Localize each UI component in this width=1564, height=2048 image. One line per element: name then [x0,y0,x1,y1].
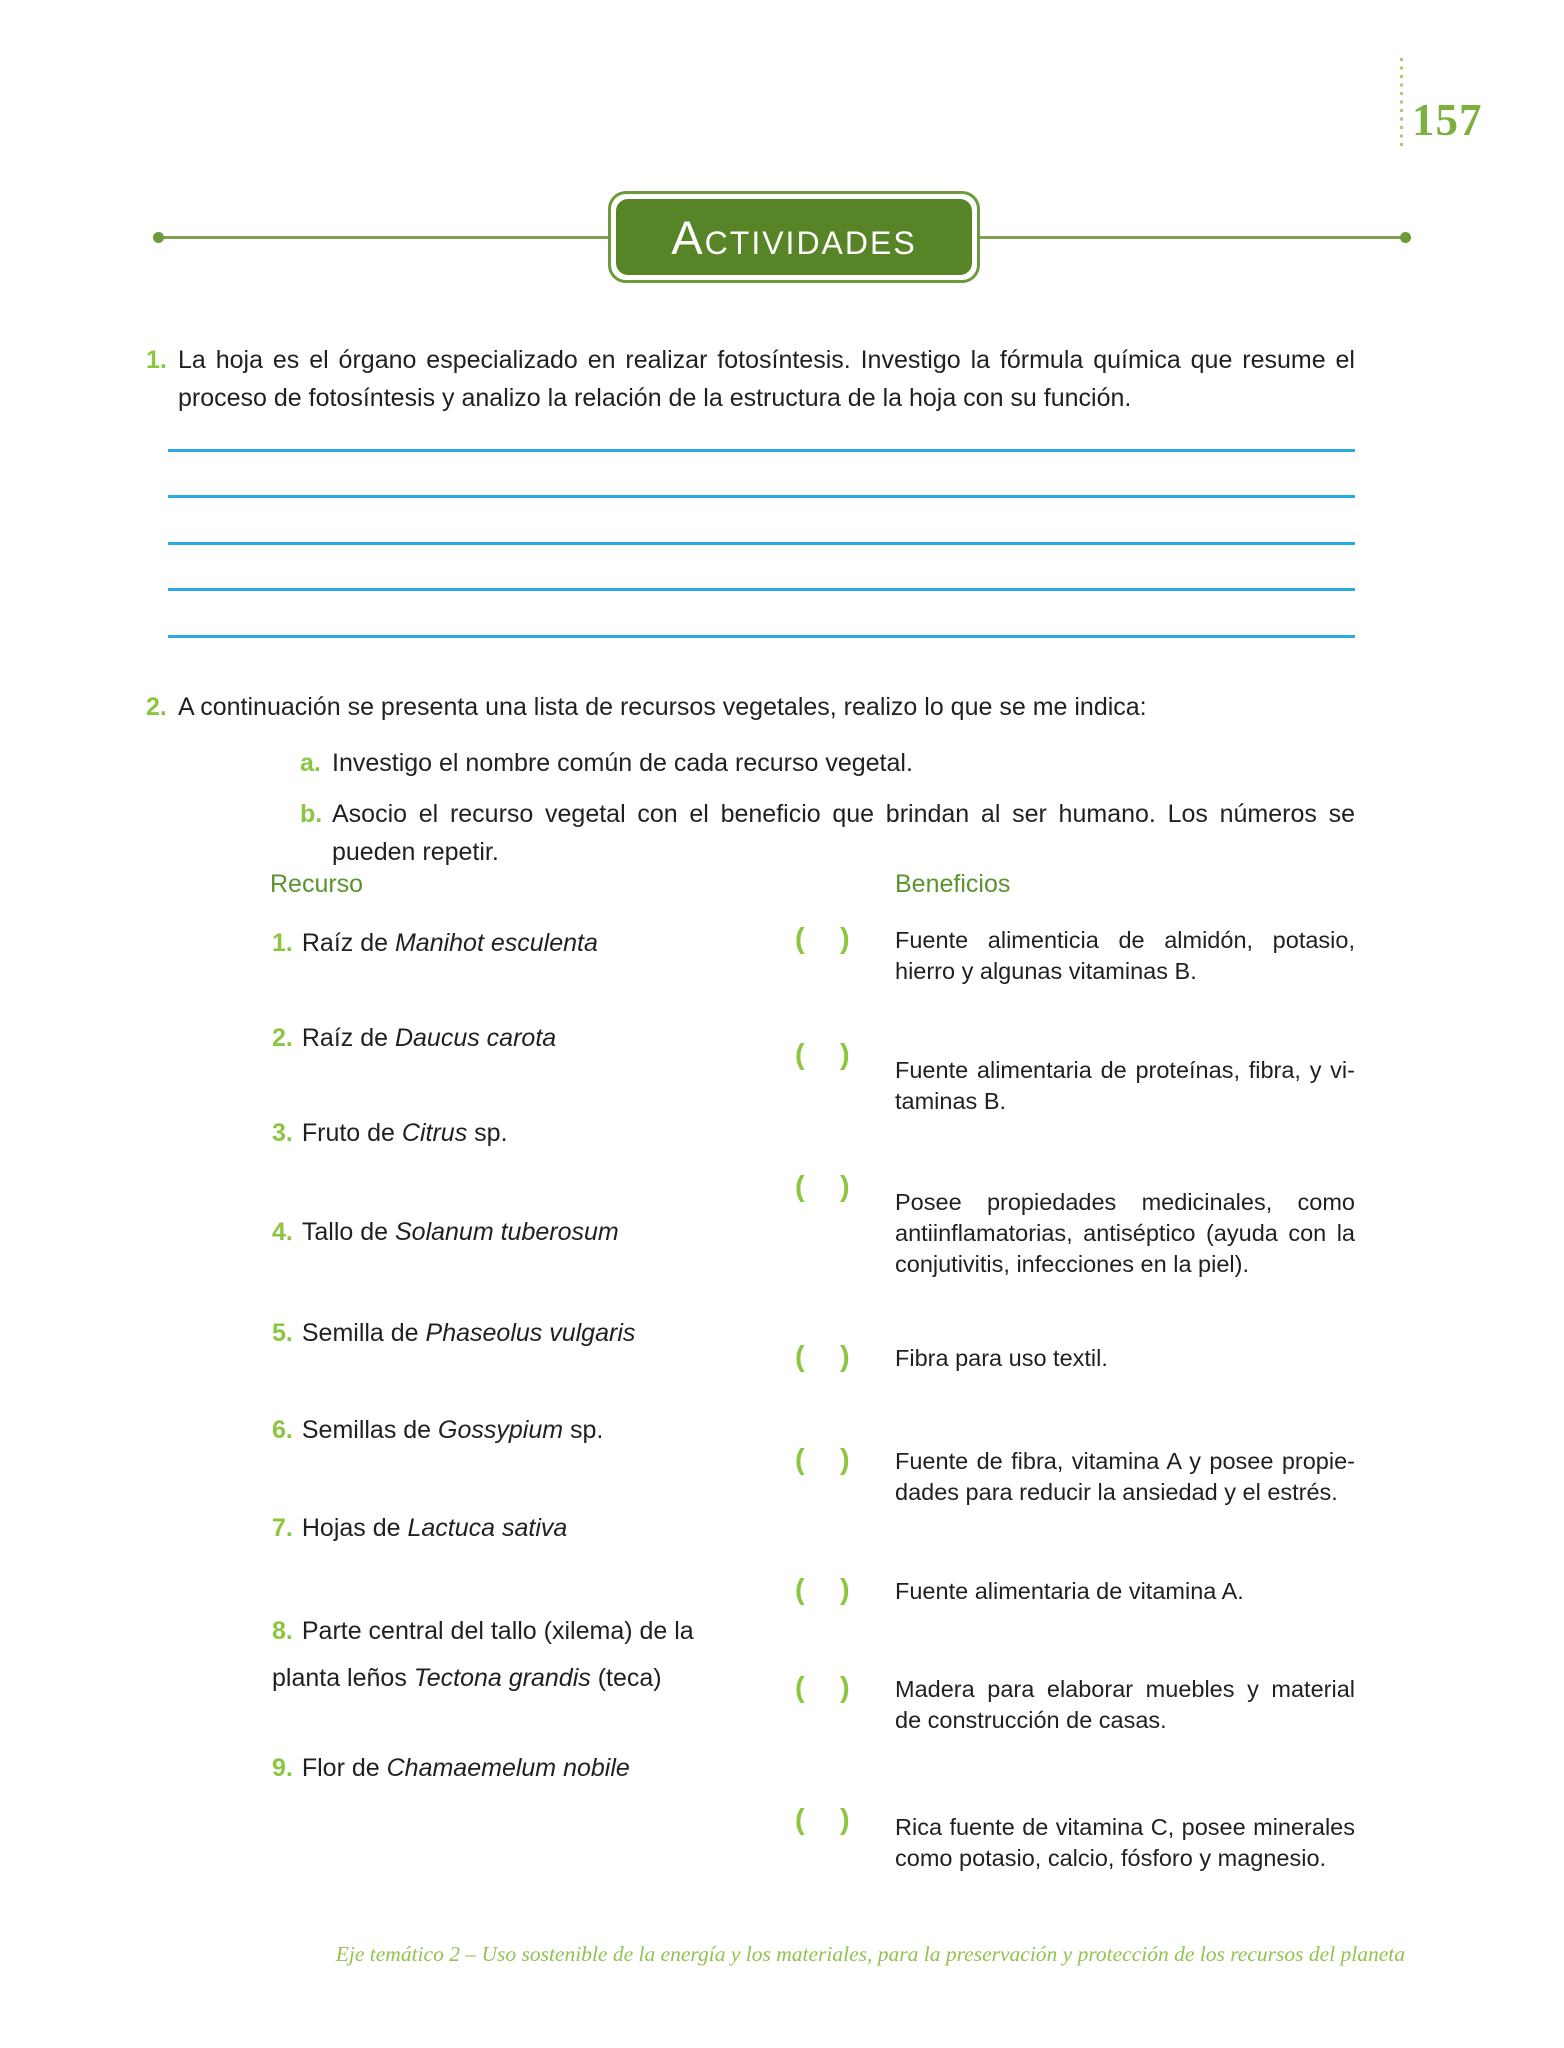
resource-number: 8. [272,1617,293,1645]
answer-slot-open-paren[interactable]: ( [795,1444,805,1476]
answer-line[interactable] [168,635,1355,638]
question-2-item-b [300,795,1355,871]
resource-item [272,1021,772,1055]
scientific-name: Solanum tuberosum [394,1218,619,1246]
scientific-name: Citrus [401,1119,468,1147]
benefit-text: Fuente de fibra, vitamina A y posee propiedades para reducir la ansiedad y el estrés. [895,1448,1355,1505]
scientific-name: Tectona grandis [413,1664,591,1692]
question-2 [146,688,1355,726]
scientific-name: Phaseolus vulgaris [425,1319,636,1347]
benefit-text: Posee propiedades medicinales, como antiinflamatorias, antiséptico (ayuda con la conjutivitis, infecciones en la piel). [895,1189,1355,1277]
benefit-text: Fuente alimenticia de almidón, potasio, hierro y algunas vitaminas B. [895,927,1355,984]
benefit-text: Fibra para uso textil. [895,1345,1108,1371]
page-number: 157 [1412,95,1483,145]
resource-item [272,1316,772,1350]
answer-slot-open-paren[interactable]: ( [795,1039,805,1071]
activities-banner [608,191,980,283]
question-2-item-a [300,744,1355,782]
resource-text: Tallo de [301,1218,395,1246]
benefit-text: Rica fuente de vitamina C, posee minerales como potasio, calcio, fósforo y magnesio. [895,1814,1355,1871]
answer-line[interactable] [168,588,1355,591]
resource-text: planta leños [272,1664,414,1692]
answer-slot-close-paren[interactable]: ) [840,1672,850,1704]
answer-slot-close-paren[interactable]: ) [840,1574,850,1606]
question-2-text: A continuación se presenta una lista de recursos vegetales, realizo lo que se me indica: [178,693,1147,721]
resource-text: Hojas de [301,1514,408,1542]
resource-text: Flor de [301,1754,387,1782]
answer-slot-close-paren[interactable]: ) [840,1341,850,1373]
answer-line[interactable] [168,542,1355,545]
resource-number: 4. [272,1218,293,1246]
answer-slot-open-paren[interactable]: ( [795,923,805,955]
resource-text: sp. [467,1119,508,1147]
resource-item [272,1608,772,1702]
rule-left-dot [153,232,164,243]
resource-number: 1. [272,929,293,957]
item-b-marker: b. [300,800,323,828]
question-1 [146,341,1355,417]
resource-column-header: Recurso [270,870,364,898]
answer-slot-close-paren[interactable]: ) [840,1171,850,1203]
scientific-name: Daucus carota [394,1024,557,1052]
resource-item [272,926,772,960]
answer-slot-open-paren[interactable]: ( [795,1171,805,1203]
scientific-name: Lactuca sativa [407,1514,568,1542]
resource-text: (teca) [590,1664,662,1692]
activities-banner-fill [616,199,972,275]
question-2-number: 2. [146,693,167,721]
benefits-column-header: Beneficios [895,870,1011,898]
resource-number: 3. [272,1119,293,1147]
footer-theme-text: Eje temático 2 – Uso sostenible de la energía y los materiales, para la preservación y protección de los recursos del planeta [335,1942,1405,1966]
resource-text: Raíz de [301,929,395,957]
answer-line[interactable] [168,495,1355,498]
question-1-text: La hoja es el órgano especializado en realizar fotosíntesis. Investigo la fórmula química que resume el proceso de fotosíntesis y analizo la relación de la estructura de la hoja con su función. [178,346,1355,412]
answer-slot-open-paren[interactable]: ( [795,1574,805,1606]
banner-title: ACTIVIDADES [671,210,917,264]
resource-item [272,1511,772,1545]
resource-number: 2. [272,1024,293,1052]
resource-text: Raíz de [301,1024,395,1052]
question-1-number: 1. [146,346,167,374]
item-b-text: Asocio el recurso vegetal con el beneficio que brindan al ser humano. Los números se pueden repetir. [332,800,1355,866]
benefit-text: Fuente alimentaria de proteínas, fibra, y vitaminas B. [895,1057,1355,1114]
scientific-name: Manihot esculenta [394,929,598,957]
answer-slot-close-paren[interactable]: ) [840,1039,850,1071]
resource-number: 9. [272,1754,293,1782]
page-number-dotted-divider [1400,58,1403,146]
item-a-text: Investigo el nombre común de cada recurso vegetal. [332,749,913,777]
resource-item [272,1215,772,1249]
resource-number: 7. [272,1514,293,1542]
scientific-name: Gossypium [438,1416,564,1444]
resource-item [272,1413,772,1447]
resource-text: Semillas de [301,1416,439,1444]
resource-number: 5. [272,1319,293,1347]
resource-text: Semilla de [301,1319,426,1347]
answer-slot-open-paren[interactable]: ( [795,1341,805,1373]
answer-slot-close-paren[interactable]: ) [840,1444,850,1476]
answer-slot-open-paren[interactable]: ( [795,1672,805,1704]
scientific-name: Chamaemelum nobile [386,1754,630,1782]
resource-number: 6. [272,1416,293,1444]
resource-text: sp. [563,1416,604,1444]
resource-item [272,1751,772,1785]
resource-text: Fruto de [301,1119,402,1147]
benefit-text: Fuente alimentaria de vitamina A. [895,1578,1244,1604]
rule-right-dot [1400,232,1411,243]
answer-line[interactable] [168,449,1355,452]
resource-text: Parte central del tallo (xilema) de la [301,1617,694,1645]
answer-slot-open-paren[interactable]: ( [795,1804,805,1836]
answer-slot-close-paren[interactable]: ) [840,923,850,955]
item-a-marker: a. [300,749,321,777]
benefit-text: Madera para elaborar muebles y material de construcción de casas. [895,1676,1355,1733]
answer-slot-close-paren[interactable]: ) [840,1804,850,1836]
resource-item [272,1116,772,1150]
